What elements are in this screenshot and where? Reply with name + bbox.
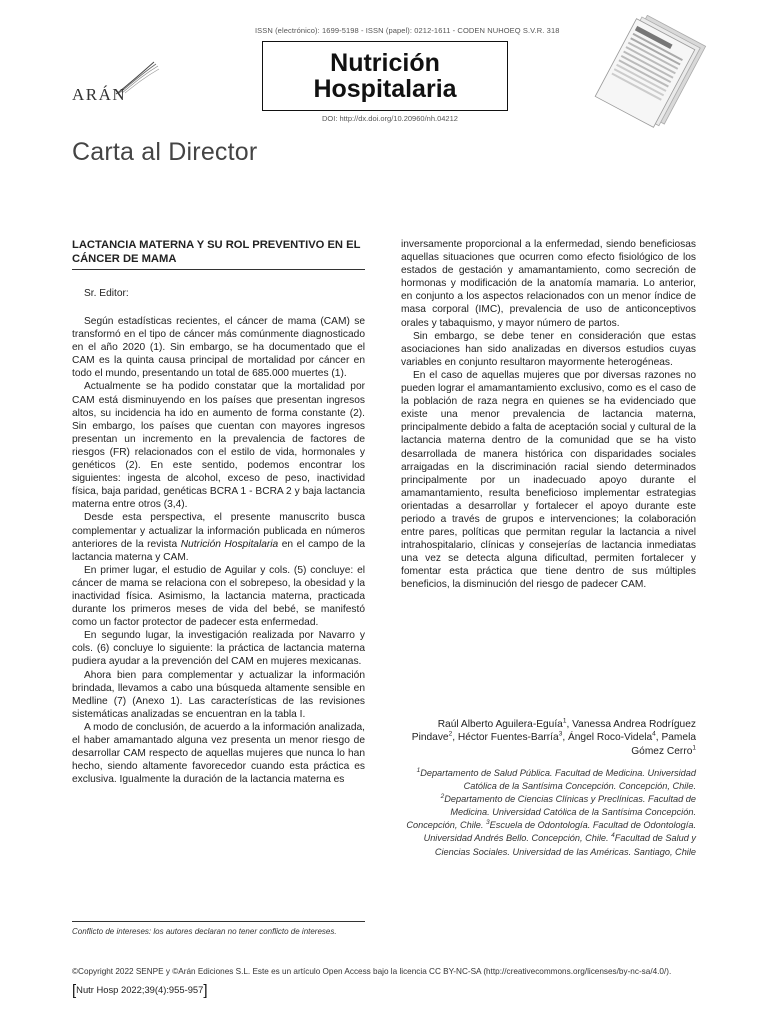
body-paragraph: En el caso de aquellas mujeres que por diversas razones no pueden lograr el amamantamiento exclusivo, como es el caso de la población de raza negra en quienes se ha evidenciado que existe una menor prevalencia de lactancia materna, principalmente debido a falta de aceptación social y cultural de la lactancia materna dentro de la comunidad que se ha visto desarrollada de manera histórica con disparidades sociales arraigadas en la discriminación racial siendo determinados principalmente por un inadecuado apoyo durante el amamantamiento, resulta beneficioso implementar estrategias orientadas a desarrollar y fortalecer el apoyo durante este periodo a través de grupos e intervenciones; la colaboración entre pares, políticas que permitan regular la lactancia a nivel intrahospitalario, clínicas y consejerías de lactancia inmediatas una vez se detecta alguna dificultad, permiten fortalecer y fomentar esta práctica que tiene dentro de sus múltiples beneficios, la disminución del riesgo de padecer CAM.	[401, 369, 696, 591]
body-text: Desde esta perspectiva, el presente manuscrito busca complementar y actualizar la información publicada en números anteriores de la revista	[72, 512, 365, 550]
body-paragraph: Según estadísticas recientes, el cáncer de mama (CAM) se transformó en el tipo de cáncer más comúnmente diagnosticado en el año 2020 (1). Sin embargo, se ha documentado que el CAM es la quinta causa principal de mortalidad por cáncer en todo el mundo, presentando un total de 685.000 muertes (1).	[72, 316, 365, 380]
bracket-right-icon: ]	[203, 982, 208, 999]
author-name: , Vanessa Andrea Rodríguez Pindave	[411, 719, 696, 744]
author-affiliation-mark: 1	[692, 744, 696, 752]
body-text: en el campo de la lactancia materna y CAM.	[72, 538, 365, 563]
author-name: , Pamela Gómez Cerro	[631, 732, 696, 757]
author-name: , Héctor Fuentes-Barría	[452, 732, 559, 744]
footnote-divider	[72, 921, 365, 922]
author-affiliation-mark: 2	[448, 731, 453, 739]
copyright-notice: ©Copyright 2022 SENPE y ©Arán Ediciones S.L. Este es un artículo Open Access bajo la licencia CC BY-NC-SA (http://creativecommons.org/licenses/by-nc-sa/4.0/).	[72, 967, 672, 976]
body-paragraph: Ahora bien para complementar y actualizar la información brindada, llevamos a cabo una búsqueda altamente sensible en Medline (7) (Anexo 1). Las características de las revisiones sistemáticas analizadas se encuentran en la tabla I.	[72, 669, 365, 720]
issn-line: ISSN (electrónico): 1699-5198 - ISSN (papel): 0212-1611 - CODEN NUHOEQ S.V.R. 318	[255, 26, 560, 35]
affiliation-text: Departamento de Salud Pública. Facultad de Medicina. Universidad Católica de la Santísima Concepción. Concepción, Chile.	[420, 768, 696, 792]
article-title: LACTANCIA MATERNA Y SU ROL PREVENTIVO EN EL CÁNCER DE MAMA	[72, 238, 365, 270]
svg-text:ARÁN: ARÁN	[72, 85, 127, 104]
citation-line	[72, 982, 208, 999]
body-paragraph: Sin embargo, se debe tener en consideración que estas asociaciones han sido analizadas en diversos estudios cuyas variables en conjunto resultaron mayormente heterogéneas.	[401, 330, 696, 368]
affiliation-mark: 3	[486, 819, 490, 827]
publisher-logo	[72, 60, 162, 105]
journal-cover-image	[590, 15, 716, 135]
author-list	[405, 718, 696, 758]
affiliation-mark: 4	[611, 832, 615, 840]
section-title: Carta al Director	[72, 138, 258, 166]
salutation: Sr. Editor:	[84, 288, 129, 299]
citation-text: Nutr Hosp 2022;39(4):955-957	[76, 984, 204, 995]
body-paragraph: A modo de conclusión, de acuerdo a la información analizada, el haber amamantado alguna vez presenta un menor riesgo de desarrollar CAM respecto de aquellas mujeres que nunca lo han hecho, siendo altamente favorecedor cuando esta práctica es exclusiva. Igualmente la duración de la lactancia materna es	[72, 721, 365, 786]
author-affiliation-mark: 1	[562, 717, 567, 725]
affiliation-list	[405, 767, 696, 859]
affiliation-text: Facultad de Salud y Ciencias Sociales. Universidad de las Américas. Santiago, Chile	[434, 833, 696, 857]
body-paragraph: En primer lugar, el estudio de Aguilar y cols. (5) concluye: el cáncer de mama se relaciona con el sobrepeso, la obesidad y la inactividad física. Asimismo, la lactancia materna, practicada durante los primeros meses de vida del bebé, se manifestó como un factor protector de padecer esta enfermedad.	[72, 564, 365, 629]
bracket-left-icon: [	[72, 982, 77, 999]
body-paragraph: Actualmente se ha podido constatar que la mortalidad por CAM está disminuyendo en los países que presentan ingresos altos, su incidencia ha ido en aumento de forma constante (2). Sin embargo, los países que cuentan con mayores ingresos presentan un incremento en la prevalencia de factores de riesgos (FR) relacionados con el estilo de vida, hormonales y genéticos (2). En este sentido, podemos encontrar los siguientes: ingesta de alcohol, exceso de peso, inactividad física, baja paridad, genéticas BCRA 1 - BCRA 2 y baja lactancia materna entre otros (3,4).	[72, 381, 365, 511]
body-paragraph: En segundo lugar, la investigación realizada por Navarro y cols. (6) concluye lo siguiente: la práctica de lactancia materna pudiera ayudar a la prevención del CAM en mujeres mexicanas.	[72, 630, 365, 668]
body-paragraph: inversamente proporcional a la enfermedad, siendo beneficiosas aquellas situaciones que ocurren como efecto fisiológico de los estados de gestación y amamantamiento, como secreción de hormonas y modificación de la anatomía mamaria. Lo anterior, en conjunto a los aspectos relacionados con un menor índice de masa corporal (IMC), prevalencia de uso de anticonceptivos orales y tabaquismo, y mayor número de partos.	[401, 239, 696, 329]
journal-title-line1: Nutrición	[330, 49, 440, 77]
body-paragraph	[72, 511, 365, 563]
journal-title-box	[262, 41, 508, 111]
author-affiliation-mark: 4	[652, 731, 656, 739]
right-column	[401, 238, 696, 592]
conflict-of-interest-note: Conflicto de intereses: los autores declaran no tener conflicto de intereses.	[72, 927, 337, 936]
affiliation-mark: 2	[440, 793, 445, 801]
author-name: , Ángel Roco-Videla	[562, 732, 653, 744]
author-name: Raúl Alberto Aguilera-Eguía	[437, 719, 563, 730]
journal-title-line2: Hospitalaria	[313, 75, 457, 103]
affiliation-mark: 1	[416, 766, 421, 774]
author-affiliation-mark: 3	[558, 731, 563, 739]
affiliation-text: Departamento de Ciencias Clínicas y Preclínicas. Facultad de Medicina. Universidad Católica de la Santísima Concepción. Concepción, Chile.	[406, 794, 696, 831]
affiliation-text: Escuela de Odontología. Facultad de Odontología. Universidad Andrés Bello. Concepción, Chile.	[423, 820, 696, 844]
doi-link[interactable]: DOI: http://dx.doi.org/10.20960/nh.04212	[322, 114, 458, 123]
left-column	[72, 238, 365, 786]
journal-name-italic: Nutrición Hospitalaria	[180, 538, 279, 550]
